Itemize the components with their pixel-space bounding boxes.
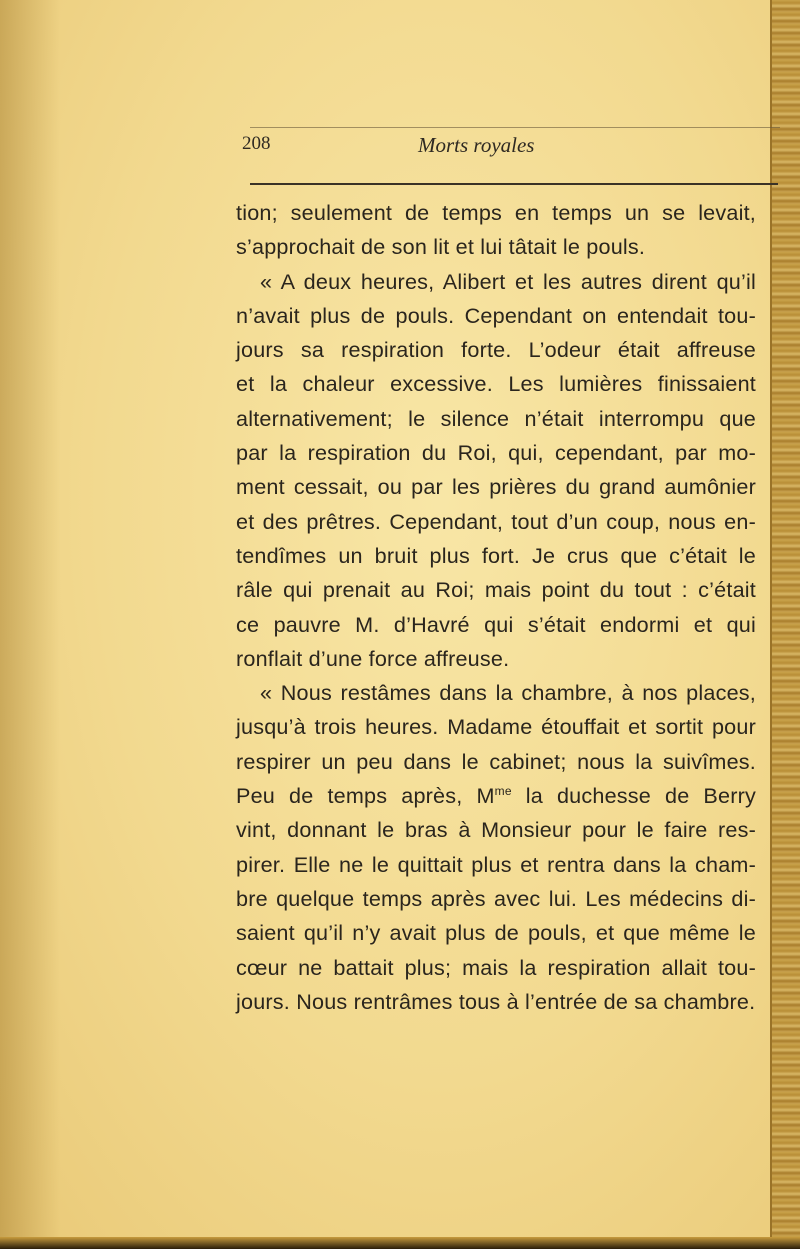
- text-line: jusqu’à trois heures. Madame étouffait et sortit pour: [236, 714, 756, 740]
- text-line: pirer. Elle ne le quittait plus et rentra dans la cham-: [236, 851, 756, 877]
- text-line: et la chaleur excessive. Les lumières finissaient: [236, 371, 756, 397]
- text-line: [236, 779, 756, 813]
- text-line: ment cessait, ou par les prières du grand aumônier: [236, 474, 756, 500]
- text-line: et des prêtres. Cependant, tout d’un coup, nous en-: [236, 508, 756, 534]
- text-line: ce pauvre M. d’Havré qui s’était endormi et qui: [236, 611, 756, 637]
- superscript: me: [494, 784, 512, 799]
- text-line: « Nous restâmes dans la chambre, à nos places,: [260, 680, 756, 706]
- text-fragment: la duchesse de Berry: [511, 783, 756, 809]
- text-fragment: Peu de temps après, M: [236, 783, 495, 809]
- header-top-rule: [250, 127, 780, 128]
- page-number: 208: [242, 133, 271, 154]
- page-fore-edge: [770, 0, 800, 1249]
- text-line: cœur ne battait plus; mais la respiration allait tou-: [236, 954, 756, 980]
- text-line: tion; seulement de temps en temps un se levait,: [236, 200, 756, 225]
- text-line: « A deux heures, Alibert et les autres dirent qu’il: [260, 268, 756, 294]
- text-line: tendîmes un bruit plus fort. Je crus que c’était le: [236, 542, 756, 568]
- text-line: saient qu’il n’y avait plus de pouls, et que même le: [236, 920, 756, 946]
- body-text: [236, 196, 756, 1019]
- text-line: jours. Nous rentrâmes tous à l’entrée de sa chambre.: [236, 988, 756, 1014]
- text-line: par la respiration du Roi, qui, cependant, par mo-: [236, 440, 756, 466]
- text-line: râle qui prenait au Roi; mais point du tout : c’était: [236, 577, 756, 603]
- text-line: jours sa respiration forte. L’odeur était affreuse: [236, 337, 756, 363]
- running-head: Morts royales: [418, 133, 535, 157]
- text-line: n’avait plus de pouls. Cependant on entendait tou-: [236, 302, 756, 328]
- text-line: s’approchait de son lit et lui tâtait le pouls.: [236, 234, 646, 260]
- text-line: ronflait d’une force affreuse.: [236, 645, 510, 671]
- text-line: respirer un peu dans le cabinet; nous la suivîmes.: [236, 748, 756, 774]
- text-line: alternativement; le silence n’était interrompu que: [236, 405, 756, 431]
- text-line: vint, donnant le bras à Monsieur pour le faire res-: [236, 817, 756, 843]
- gutter-shadow: [0, 0, 60, 1249]
- header-rule: [250, 183, 778, 185]
- text-line: bre quelque temps après avec lui. Les médecins di-: [236, 885, 756, 911]
- page-bottom-edge: [0, 1237, 800, 1249]
